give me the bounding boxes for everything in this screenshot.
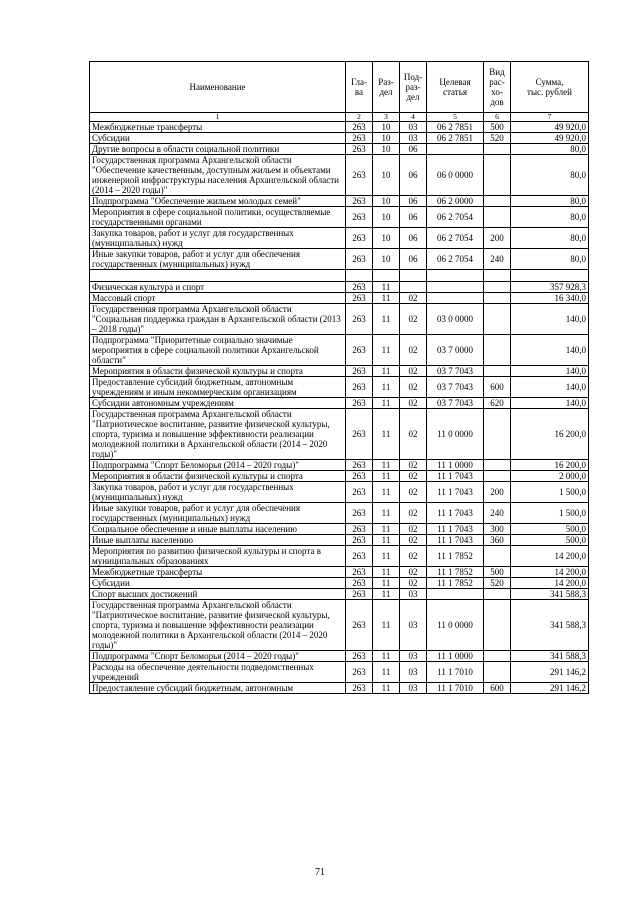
row-glava: 263 [346, 460, 373, 471]
table-row [90, 133, 589, 144]
row-vid: 500 [484, 567, 511, 578]
row-razdel: 11 [373, 683, 400, 694]
row-razdel: 11 [373, 377, 400, 398]
row-podrazdel: 02 [400, 503, 427, 524]
row-summa: 16 200,0 [511, 409, 589, 460]
row-tselevaya: 06 2 7054 [427, 249, 484, 270]
row-tselevaya: 11 1 7852 [427, 567, 484, 578]
row-vid [484, 282, 511, 293]
row-glava: 263 [346, 535, 373, 546]
row-vid: 620 [484, 398, 511, 409]
row-glava: 263 [346, 249, 373, 270]
row-name: Мероприятия в области физической культуры и спорта [90, 471, 346, 482]
row-glava: 263 [346, 409, 373, 460]
row-name: Подпрограмма "Спорт Беломорья (2014 – 2020 годы)" [90, 651, 346, 662]
row-tselevaya: 06 2 7851 [427, 122, 484, 133]
row-glava: 263 [346, 122, 373, 133]
table-row [90, 460, 589, 471]
row-tselevaya: 03 7 0000 [427, 335, 484, 366]
row-tselevaya: 11 1 7852 [427, 578, 484, 589]
table-row [90, 398, 589, 409]
row-podrazdel: 06 [400, 249, 427, 270]
row-name: Иные закупки товаров, работ и услуг для обеспечения государственных (муниципальных) нужд [90, 503, 346, 524]
row-podrazdel: 02 [400, 471, 427, 482]
table-row [90, 293, 589, 304]
row-tselevaya: 06 0 0000 [427, 155, 484, 196]
row-summa: 140,0 [511, 304, 589, 335]
row-razdel: 10 [373, 228, 400, 249]
row-razdel: 11 [373, 460, 400, 471]
row-razdel: 11 [373, 535, 400, 546]
row-razdel: 11 [373, 282, 400, 293]
row-name: Закупка товаров, работ и услуг для государственных (муниципальных) нужд [90, 482, 346, 503]
row-vid [484, 409, 511, 460]
row-razdel: 11 [373, 482, 400, 503]
table-row [90, 567, 589, 578]
row-vid: 520 [484, 133, 511, 144]
row-vid [484, 546, 511, 567]
row-razdel: 11 [373, 409, 400, 460]
table-row [90, 335, 589, 366]
row-name: Закупка товаров, работ и услуг для государственных (муниципальных) нужд [90, 228, 346, 249]
row-summa: 291 146,2 [511, 683, 589, 694]
row-name: Другие вопросы в области социальной политики [90, 144, 346, 155]
row-tselevaya [427, 282, 484, 293]
table-row [90, 651, 589, 662]
row-vid [484, 293, 511, 304]
row-podrazdel: 06 [400, 155, 427, 196]
row-glava: 263 [346, 567, 373, 578]
row-summa: 14 200,0 [511, 567, 589, 578]
row-glava: 263 [346, 207, 373, 228]
row-podrazdel: 02 [400, 335, 427, 366]
row-razdel: 11 [373, 471, 400, 482]
row-podrazdel: 02 [400, 398, 427, 409]
row-podrazdel: 02 [400, 482, 427, 503]
row-summa: 80,0 [511, 207, 589, 228]
row-tselevaya: 11 0 0000 [427, 600, 484, 651]
row-tselevaya: 11 1 7043 [427, 471, 484, 482]
row-vid [484, 589, 511, 600]
table-row [90, 546, 589, 567]
row-summa: 80,0 [511, 249, 589, 270]
row-tselevaya: 06 2 0000 [427, 196, 484, 207]
row-glava: 263 [346, 293, 373, 304]
row-razdel: 11 [373, 524, 400, 535]
row-vid [484, 471, 511, 482]
column-number: 4 [400, 113, 427, 122]
row-tselevaya: 03 0 0000 [427, 304, 484, 335]
row-razdel: 10 [373, 144, 400, 155]
table-row [90, 503, 589, 524]
row-podrazdel: 03 [400, 662, 427, 683]
row-tselevaya [427, 144, 484, 155]
row-tselevaya: 11 1 7010 [427, 683, 484, 694]
row-summa: 16 200,0 [511, 460, 589, 471]
row-vid: 300 [484, 524, 511, 535]
row-summa: 500,0 [511, 535, 589, 546]
table-row [90, 578, 589, 589]
table-row [90, 155, 589, 196]
row-razdel: 11 [373, 651, 400, 662]
row-summa: 140,0 [511, 335, 589, 366]
table-body [90, 122, 589, 694]
row-name: Физическая культура и спорт [90, 282, 346, 293]
row-razdel: 11 [373, 662, 400, 683]
row-glava: 263 [346, 228, 373, 249]
row-podrazdel: 03 [400, 589, 427, 600]
header-glava: Гла- ва [346, 62, 373, 113]
row-vid [484, 155, 511, 196]
row-vid [484, 207, 511, 228]
row-tselevaya: 11 0 0000 [427, 409, 484, 460]
row-podrazdel: 02 [400, 304, 427, 335]
row-podrazdel: 02 [400, 524, 427, 535]
row-vid: 500 [484, 122, 511, 133]
row-summa: 49 920,0 [511, 122, 589, 133]
row-vid: 240 [484, 503, 511, 524]
header-tselevaya: Целевая статья [427, 62, 484, 113]
row-glava: 263 [346, 651, 373, 662]
column-number: 3 [373, 113, 400, 122]
row-tselevaya: 11 1 7043 [427, 482, 484, 503]
row-glava: 263 [346, 304, 373, 335]
row-glava: 263 [346, 524, 373, 535]
row-tselevaya [427, 293, 484, 304]
row-vid [484, 460, 511, 471]
row-vid [484, 600, 511, 651]
row-tselevaya: 11 1 0000 [427, 460, 484, 471]
header-razdel: Раз- дел [373, 62, 400, 113]
row-podrazdel: 06 [400, 207, 427, 228]
column-number: 6 [484, 113, 511, 122]
row-podrazdel: 06 [400, 196, 427, 207]
table-row [90, 535, 589, 546]
row-podrazdel: 03 [400, 600, 427, 651]
header-vid: Вид рас- хо- дов [484, 62, 511, 113]
row-tselevaya: 03 7 7043 [427, 366, 484, 377]
row-name: Социальное обеспечение и иные выплаты населению [90, 524, 346, 535]
table-row [90, 122, 589, 133]
row-glava: 263 [346, 546, 373, 567]
row-podrazdel: 03 [400, 651, 427, 662]
row-podrazdel: 03 [400, 683, 427, 694]
row-razdel: 11 [373, 600, 400, 651]
row-razdel: 11 [373, 567, 400, 578]
row-tselevaya: 11 1 7043 [427, 535, 484, 546]
row-glava: 263 [346, 662, 373, 683]
row-name: Субсидии [90, 133, 346, 144]
row-summa: 500,0 [511, 524, 589, 535]
row-name: Субсидии [90, 578, 346, 589]
row-podrazdel [400, 270, 427, 282]
row-glava: 263 [346, 196, 373, 207]
row-tselevaya: 11 1 7852 [427, 546, 484, 567]
row-summa: 80,0 [511, 144, 589, 155]
row-razdel: 11 [373, 293, 400, 304]
column-number-row [90, 113, 589, 122]
row-glava: 263 [346, 600, 373, 651]
row-summa: 140,0 [511, 366, 589, 377]
table-row [90, 144, 589, 155]
table-row [90, 366, 589, 377]
row-razdel: 11 [373, 398, 400, 409]
budget-table [89, 61, 589, 694]
header-name: Наименование [90, 62, 346, 113]
row-name: Мероприятия в области физической культуры и спорта [90, 366, 346, 377]
row-name: Государственная программа Архангельской области "Социальная поддержка граждан в Архангельской области (2013 – 2018 годы)" [90, 304, 346, 335]
table-row [90, 207, 589, 228]
table-header-row [90, 62, 589, 113]
row-glava: 263 [346, 366, 373, 377]
row-summa: 1 500,0 [511, 482, 589, 503]
row-razdel: 11 [373, 503, 400, 524]
header-summa: Сумма, тыс. рублей [511, 62, 589, 113]
row-glava: 263 [346, 589, 373, 600]
row-vid: 600 [484, 377, 511, 398]
row-podrazdel: 02 [400, 578, 427, 589]
row-glava: 263 [346, 471, 373, 482]
row-razdel: 10 [373, 155, 400, 196]
row-razdel: 11 [373, 304, 400, 335]
row-summa: 2 000,0 [511, 471, 589, 482]
row-summa: 14 200,0 [511, 546, 589, 567]
row-vid [484, 335, 511, 366]
column-number: 5 [427, 113, 484, 122]
table-row [90, 589, 589, 600]
row-tselevaya: 03 7 7043 [427, 377, 484, 398]
table-row [90, 249, 589, 270]
row-vid [484, 662, 511, 683]
row-glava: 263 [346, 133, 373, 144]
row-vid: 520 [484, 578, 511, 589]
row-name: Мероприятия по развитию физической культуры и спорта в муниципальных образованиях [90, 546, 346, 567]
row-podrazdel [400, 282, 427, 293]
row-podrazdel: 02 [400, 377, 427, 398]
row-tselevaya [427, 589, 484, 600]
row-vid: 200 [484, 228, 511, 249]
row-razdel: 10 [373, 249, 400, 270]
row-name: Подпрограмма "Спорт Беломорья (2014 – 2020 годы)" [90, 460, 346, 471]
row-glava: 263 [346, 155, 373, 196]
row-podrazdel: 02 [400, 460, 427, 471]
table-row [90, 524, 589, 535]
row-name: Подпрограмма "Приоритетные социально значимые мероприятия в сфере социальной политики Архангельской области" [90, 335, 346, 366]
column-number: 1 [90, 113, 346, 122]
row-vid: 360 [484, 535, 511, 546]
row-summa: 341 588,3 [511, 600, 589, 651]
table-row [90, 683, 589, 694]
row-razdel: 11 [373, 335, 400, 366]
row-glava: 263 [346, 377, 373, 398]
row-summa: 80,0 [511, 196, 589, 207]
row-razdel: 11 [373, 589, 400, 600]
row-podrazdel: 02 [400, 546, 427, 567]
header-podrazdel: Под- раз- дел [400, 62, 427, 113]
row-summa [511, 270, 589, 282]
row-vid [484, 196, 511, 207]
row-podrazdel: 02 [400, 293, 427, 304]
row-razdel: 10 [373, 196, 400, 207]
row-vid [484, 144, 511, 155]
row-summa: 140,0 [511, 377, 589, 398]
row-summa: 140,0 [511, 398, 589, 409]
row-name: Иные выплаты населению [90, 535, 346, 546]
row-razdel: 10 [373, 122, 400, 133]
row-name: Мероприятия в сфере социальной политики, осуществляемые государственными органами [90, 207, 346, 228]
row-podrazdel: 06 [400, 144, 427, 155]
row-vid: 200 [484, 482, 511, 503]
table-row [90, 600, 589, 651]
row-summa: 80,0 [511, 228, 589, 249]
row-glava: 263 [346, 398, 373, 409]
row-name: Иные закупки товаров, работ и услуг для обеспечения государственных (муниципальных) нужд [90, 249, 346, 270]
row-razdel: 11 [373, 546, 400, 567]
row-tselevaya: 03 7 7043 [427, 398, 484, 409]
row-name [90, 270, 346, 282]
row-vid: 600 [484, 683, 511, 694]
row-tselevaya: 11 1 7010 [427, 662, 484, 683]
table-row [90, 471, 589, 482]
row-summa: 341 588,3 [511, 651, 589, 662]
row-podrazdel: 06 [400, 228, 427, 249]
row-tselevaya: 06 2 7851 [427, 133, 484, 144]
row-podrazdel: 02 [400, 409, 427, 460]
page-number: 71 [315, 867, 325, 878]
row-name: Расходы на обеспечение деятельности подведомственных учреждений [90, 662, 346, 683]
table-row [90, 377, 589, 398]
row-tselevaya: 06 2 7054 [427, 207, 484, 228]
row-name: Предоставление субсидий бюджетным, автономным учреждениям и иным некоммерческим организациям [90, 377, 346, 398]
row-summa: 14 200,0 [511, 578, 589, 589]
column-number: 7 [511, 113, 589, 122]
row-summa: 49 920,0 [511, 133, 589, 144]
row-name: Предоставление субсидий бюджетным, автономным [90, 683, 346, 694]
row-summa: 1 500,0 [511, 503, 589, 524]
row-name: Подпрограмма "Обеспечение жильем молодых семей" [90, 196, 346, 207]
row-tselevaya: 11 1 0000 [427, 651, 484, 662]
row-summa: 291 146,2 [511, 662, 589, 683]
row-name: Субсидии автономным учреждениям [90, 398, 346, 409]
row-glava [346, 270, 373, 282]
row-podrazdel: 03 [400, 133, 427, 144]
table-row [90, 228, 589, 249]
row-summa: 357 928,3 [511, 282, 589, 293]
row-podrazdel: 03 [400, 122, 427, 133]
table-row [90, 304, 589, 335]
row-summa: 341 588,3 [511, 589, 589, 600]
row-razdel: 10 [373, 133, 400, 144]
row-glava: 263 [346, 335, 373, 366]
row-razdel: 11 [373, 366, 400, 377]
row-summa: 16 340,0 [511, 293, 589, 304]
row-name: Государственная программа Архангельской области "Патриотическое воспитание, развитие физической культуры, спорта, туризма и повышение эффективности реализации молодежной политики в Архангельской области (2014 – 2020 годы)" [90, 600, 346, 651]
row-vid [484, 366, 511, 377]
row-glava: 263 [346, 282, 373, 293]
row-name: Межбюджетные трансферты [90, 122, 346, 133]
row-razdel: 10 [373, 207, 400, 228]
table-row [90, 196, 589, 207]
row-vid [484, 651, 511, 662]
row-vid: 240 [484, 249, 511, 270]
row-summa: 80,0 [511, 155, 589, 196]
row-name: Массовый спорт [90, 293, 346, 304]
row-razdel: 11 [373, 578, 400, 589]
row-podrazdel: 02 [400, 366, 427, 377]
row-tselevaya: 11 1 7043 [427, 524, 484, 535]
row-name: Государственная программа Архангельской области "Обеспечение качественным, доступным жильем и объектами инженерной инфраструктуры населения Архангельской области (2014 – 2020 годы)" [90, 155, 346, 196]
row-podrazdel: 02 [400, 535, 427, 546]
row-vid [484, 270, 511, 282]
row-razdel [373, 270, 400, 282]
table-row [90, 282, 589, 293]
row-name: Межбюджетные трансферты [90, 567, 346, 578]
row-glava: 263 [346, 683, 373, 694]
column-number: 2 [346, 113, 373, 122]
row-podrazdel: 02 [400, 567, 427, 578]
row-tselevaya [427, 270, 484, 282]
table-row [90, 482, 589, 503]
row-glava: 263 [346, 144, 373, 155]
row-vid [484, 304, 511, 335]
row-glava: 263 [346, 482, 373, 503]
row-name: Спорт высших достижений [90, 589, 346, 600]
row-tselevaya: 06 2 7054 [427, 228, 484, 249]
table-row [90, 662, 589, 683]
row-glava: 263 [346, 578, 373, 589]
row-tselevaya: 11 1 7043 [427, 503, 484, 524]
table-row [90, 409, 589, 460]
row-name: Государственная программа Архангельской области "Патриотическое воспитание, развитие физической культуры, спорта, туризма и повышение эффективности реализации молодежной политики в Архангельской области (2014 – 2020 годы)" [90, 409, 346, 460]
row-glava: 263 [346, 503, 373, 524]
table-row [90, 270, 589, 282]
